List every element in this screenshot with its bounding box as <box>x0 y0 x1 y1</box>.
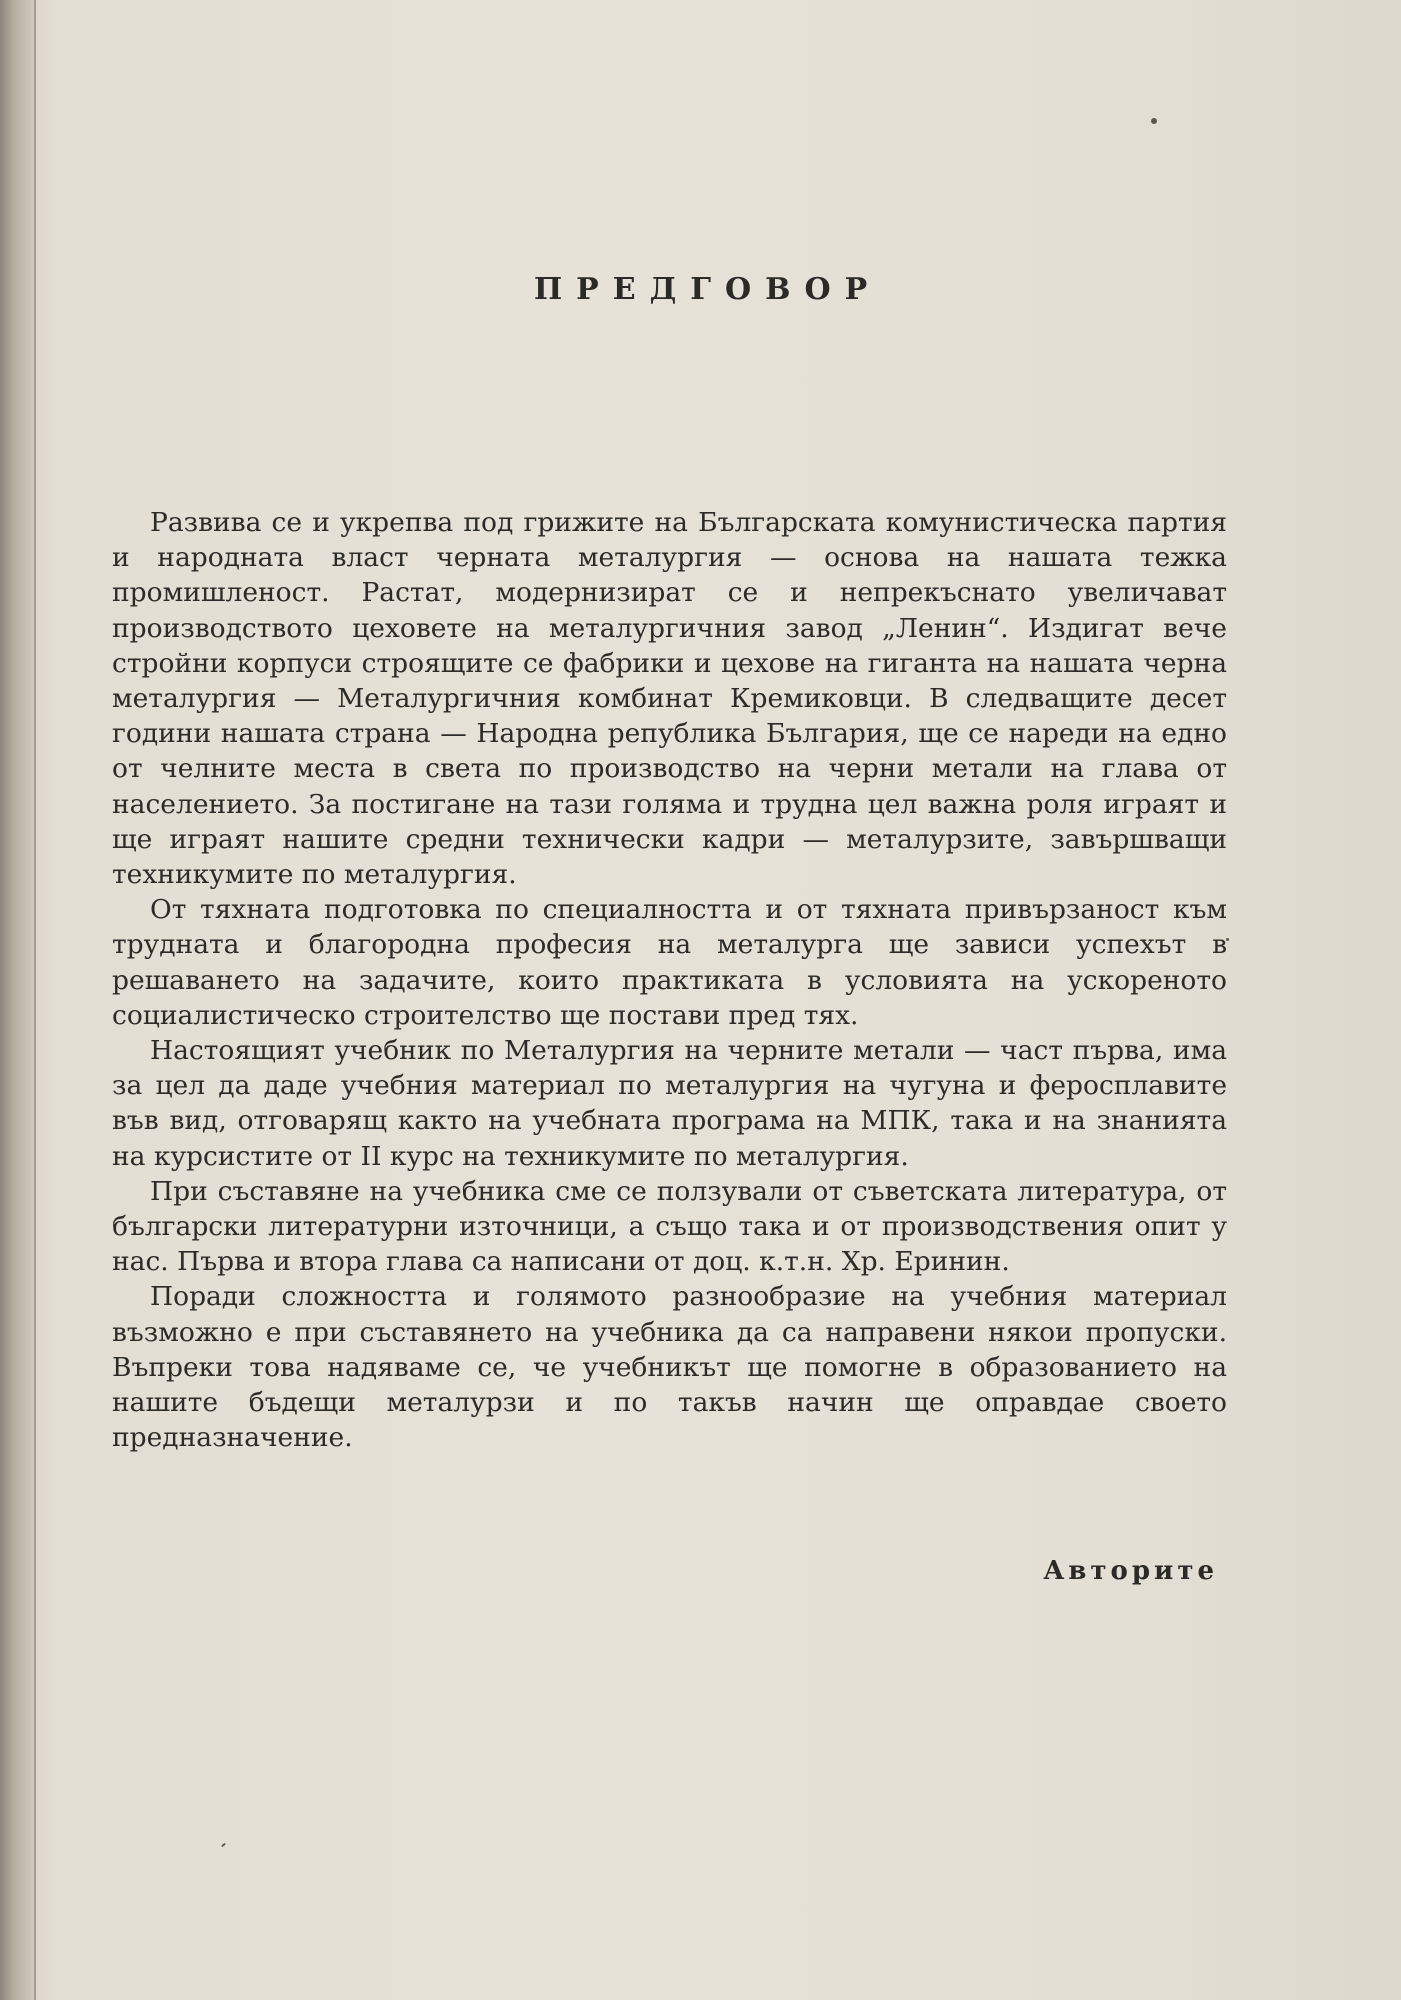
preface-body <box>112 505 1227 1455</box>
page-title: ПРЕДГОВОР <box>533 272 882 308</box>
preface-paragraph-5: Поради сложността и голямото разнообразие на учебния материал възможно е при съставянето на учебника да са направени някои пропуски. Въпреки това надяваме се, че учебникът ще помогне в образованието на нашите бъдещи металурзи и по такъв начин ще оправдае своето предназначение. <box>112 1281 1227 1454</box>
paper-speck <box>221 1843 226 1848</box>
paper-speck <box>1151 118 1157 124</box>
preface-paragraph-3: Настоящият учебник по Металургия на черните метали — част първа, има за цел да даде учебния материал по металургия на чугуна и феросплавите във вид, отговарящ както на учебната програма на МПК, така и на знанията на курсистите от II курс на техникумите по металургия. <box>112 1035 1227 1172</box>
authors-signature: Авторите <box>1043 1556 1218 1586</box>
preface-paragraph-2: От тяхната подготовка по специалността и от тяхната привързаност към трудната и благородна професия на металурга ще зависи успехът в решаването на задачите, които практиката в условията на ускореното социалистическо строителство ще постави пред тях. <box>112 894 1227 1031</box>
preface-paragraph-4: При съставяне на учебника сме се ползували от съветската литература, от български литературни източници, а също така и от производствения опит у нас. Първа и втора глава са написани от доц. к.т.н. Хр. Еринин. <box>112 1175 1227 1278</box>
preface-paragraph-1: Развива се и укрепва под грижите на Българската комунистическа партия и народната власт черната металургия — основа на нашата тежка промишленост. Растат, модернизират се и непрекъснато увеличават производството цеховете на металургичния завод „Ленин“. Издигат вече стройни корпуси строящите се фабрики и цехове на гиганта на нашата черна металургия — Металургичния комбинат Кремиковци. В следващите десет години нашата страна — Народна република България, ще се нареди на едно от челните места в света по производство на черни метали на глава от населението. За постигане на тази голяма и трудна цел важна роля играят и ще играят нашите средни технически кадри — металурзите, завършващи техникумите по металургия. <box>112 507 1227 891</box>
